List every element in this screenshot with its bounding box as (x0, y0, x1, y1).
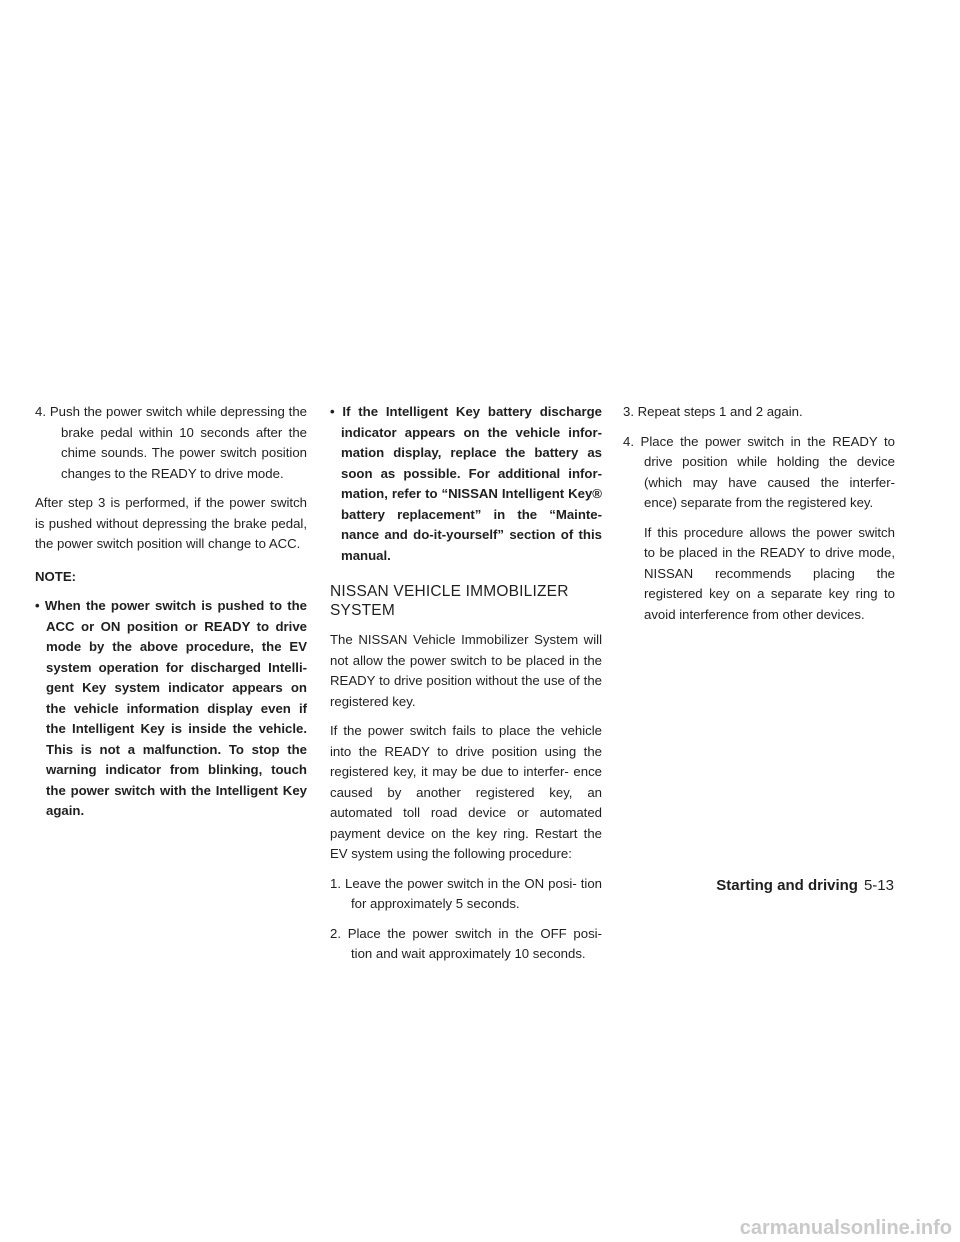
immobilizer-intro-paragraph: The NISSAN Vehicle Immobilizer System will not allow the power switch to be placed in the READY to drive position without the use of the registered key. (330, 632, 602, 709)
watermark: carmanualsonline.info (739, 1217, 952, 1239)
after-step-3-paragraph: After step 3 is performed, if the power switch is pushed without depressing the brake pedal, the power switch position will change to ACC. (35, 495, 307, 551)
section-heading-immobilizer: NISSAN VEHICLE IMMOBILIZER SYSTEM (330, 583, 569, 619)
procedure-step-4: 4. Place the power switch in the READY to drive position while holding the device (which may have caused the interfer- ence) separate from the registered key. (623, 433, 895, 510)
column-middle (330, 402, 602, 974)
procedure-step-1: 1. Leave the power switch in the ON posi- tion for approximately 5 seconds. (330, 875, 602, 911)
page-footer (716, 876, 894, 896)
immobilizer-interference-paragraph: If the power switch fails to place the vehicle into the READY to drive position using the registered key, it may be due to interfer- ence caused by another registered key, an automated toll road device or automated payment device on the key ring. Restart the EV system using the following procedure: (330, 723, 602, 861)
footer-section-title: Starting and driving (716, 877, 858, 894)
footer-page-number: 5-13 (863, 877, 894, 894)
procedure-step-3: 3. Repeat steps 1 and 2 again. (623, 404, 803, 419)
note-label: NOTE: (35, 568, 77, 584)
column-left (35, 402, 307, 831)
procedure-step-2: 2. Place the power switch in the OFF posi- tion and wait approximately 10 seconds. (330, 925, 602, 961)
note-bullet: • When the power switch is pushed to the ACC or ON position or READY to drive mode by the above procedure, the EV system operation for discharged Intelli- gent Key system indicator appears on the vehicle information display even if the Intelligent Key is inside the vehicle. This is not a malfunction. To stop the warning indicator from blinking, touch the power switch with the Intelligent Key again. (35, 598, 307, 818)
battery-discharge-bullet: • If the Intelligent Key battery discharge indicator appears on the vehicle infor- mation display, replace the battery as soon as possible. For additional infor- mation, refer to “NISSAN Intelligent Key® battery replacement” in the “Mainte- nance and do-it-yourself” section of this manual. (330, 404, 602, 563)
column-right (623, 402, 895, 634)
step-4-push-power-switch: 4. Push the power switch while depressing the brake pedal within 10 seconds after the chime sounds. The power switch position changes to the READY to drive mode. (35, 404, 307, 481)
procedure-result-paragraph: If this procedure allows the power switch to be placed in the READY to drive mode, NISSAN recommends placing the registered key on a separate key ring to avoid interference from other devices. (644, 524, 895, 622)
